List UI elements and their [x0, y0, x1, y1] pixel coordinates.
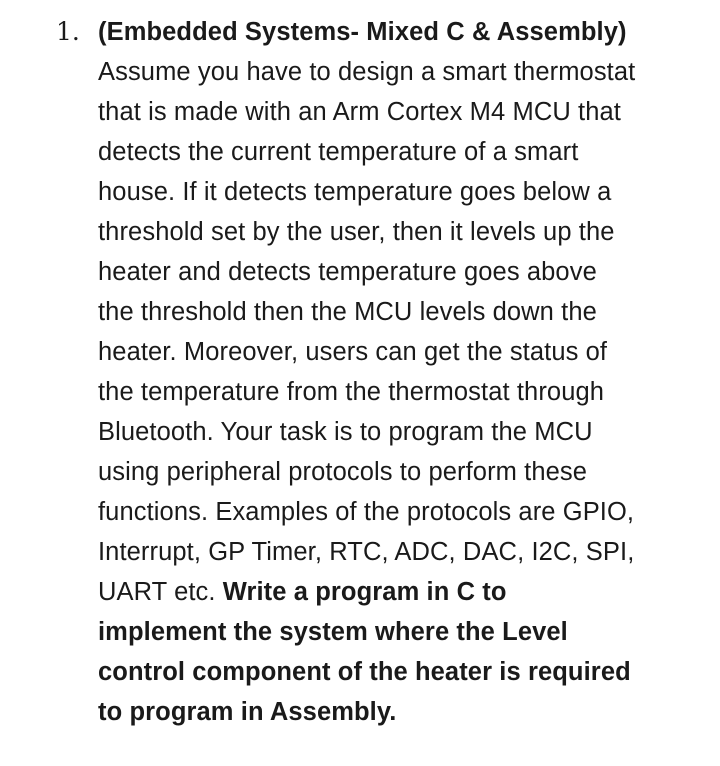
text-line: detects the current temperature of a smart: [98, 138, 579, 166]
question-number: 1.: [56, 17, 80, 46]
bold-text-line: to program in Assembly.: [98, 698, 397, 726]
bold-text-line: implement the system where the Level: [98, 618, 568, 646]
text-line: that is made with an Arm Cortex M4 MCU that: [98, 98, 621, 126]
text-line: threshold set by the user, then it levels up the: [98, 218, 615, 246]
text-line: the temperature from the thermostat through: [98, 378, 605, 406]
text-bold-part: Write a program in C to: [222, 578, 507, 606]
text-line: Interrupt, GP Timer, RTC, ADC, DAC, I2C, SPI,: [98, 538, 635, 566]
text-line: functions. Examples of the protocols are GPIO,: [98, 498, 635, 526]
text-line: house. If it detects temperature goes below a: [98, 178, 612, 206]
mixed-line: [98, 572, 708, 612]
text-line: using peripheral protocols to perform these: [98, 458, 588, 486]
text-regular-part: UART etc.: [98, 578, 223, 606]
question-heading: (Embedded Systems- Mixed C & Assembly): [98, 18, 627, 46]
text-line: the threshold then the MCU levels down the: [98, 298, 597, 326]
text-line: heater. Moreover, users can get the status of: [98, 338, 608, 366]
text-line: Assume you have to design a smart thermostat: [98, 58, 636, 86]
question-text: [98, 12, 708, 732]
bold-text-line: control component of the heater is required: [98, 658, 631, 686]
text-line: Bluetooth. Your task is to program the MCU: [98, 418, 593, 446]
text-line: heater and detects temperature goes above: [98, 258, 597, 286]
